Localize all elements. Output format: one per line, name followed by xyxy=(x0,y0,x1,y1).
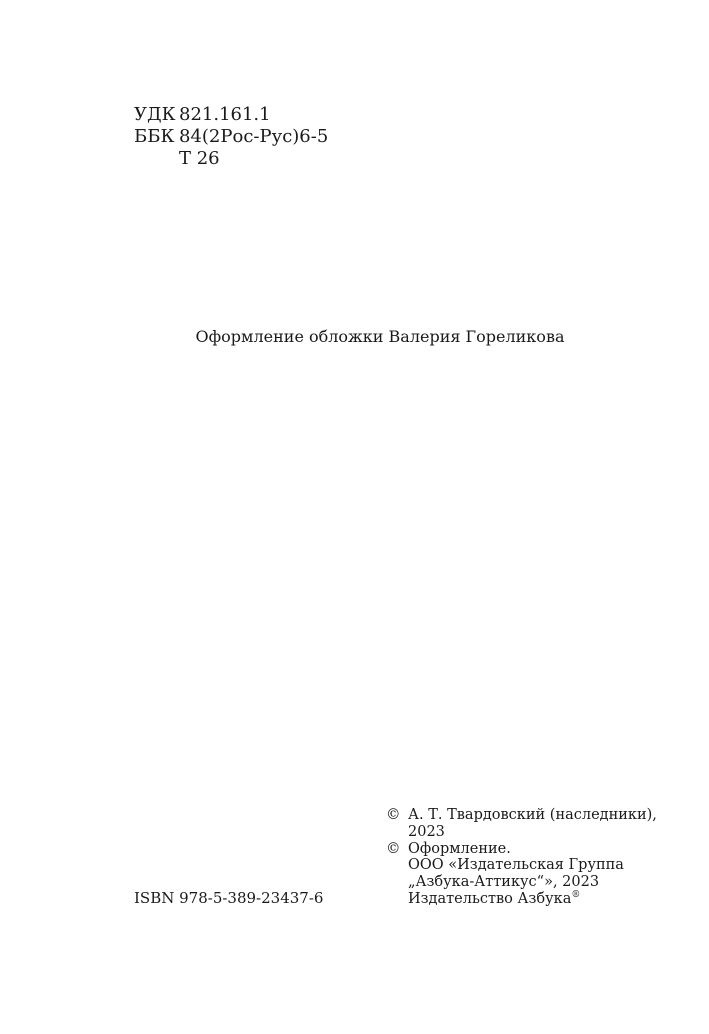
author-mark-spacer xyxy=(134,148,179,170)
cover-design-credit: Оформление обложки Валерия Гореликова xyxy=(195,327,565,346)
copyright-design-lines xyxy=(408,841,624,908)
author-mark-row xyxy=(134,148,328,170)
author-mark: Т 26 xyxy=(179,148,220,169)
copyright-block xyxy=(386,807,657,908)
udk-value: 821.161.1 xyxy=(179,104,271,125)
bbk-value: 84(2Рос-Рус)6-5 xyxy=(179,126,329,147)
isbn: ISBN 978-5-389-23437-6 xyxy=(134,889,324,907)
copyright-symbol: © xyxy=(386,807,401,823)
bbk-label: ББК xyxy=(134,126,175,147)
copyright-author-lines xyxy=(408,807,657,841)
bbk-row xyxy=(134,126,328,148)
copyright-symbol: © xyxy=(386,840,401,857)
classification-block xyxy=(134,104,328,170)
udk-label: УДК xyxy=(134,104,176,125)
udk-row xyxy=(134,104,328,126)
copyright-entry-author xyxy=(386,807,657,841)
copyright-publisher-name-line: „Азбука-Аттикус“», 2023 xyxy=(408,874,600,891)
registered-mark: ® xyxy=(571,890,581,901)
imprint-name: Издательство Азбука xyxy=(408,890,572,907)
copyright-publisher-line: ООО «Издательская Группа xyxy=(408,857,624,874)
copyright-design-line: Оформление. xyxy=(408,840,511,857)
copyright-author-line: А. Т. Твардовский (наследники), xyxy=(408,807,657,823)
copyright-entry-design xyxy=(386,841,657,908)
copyright-author-year: 2023 xyxy=(408,823,445,840)
copyright-imprint-line xyxy=(408,891,624,908)
